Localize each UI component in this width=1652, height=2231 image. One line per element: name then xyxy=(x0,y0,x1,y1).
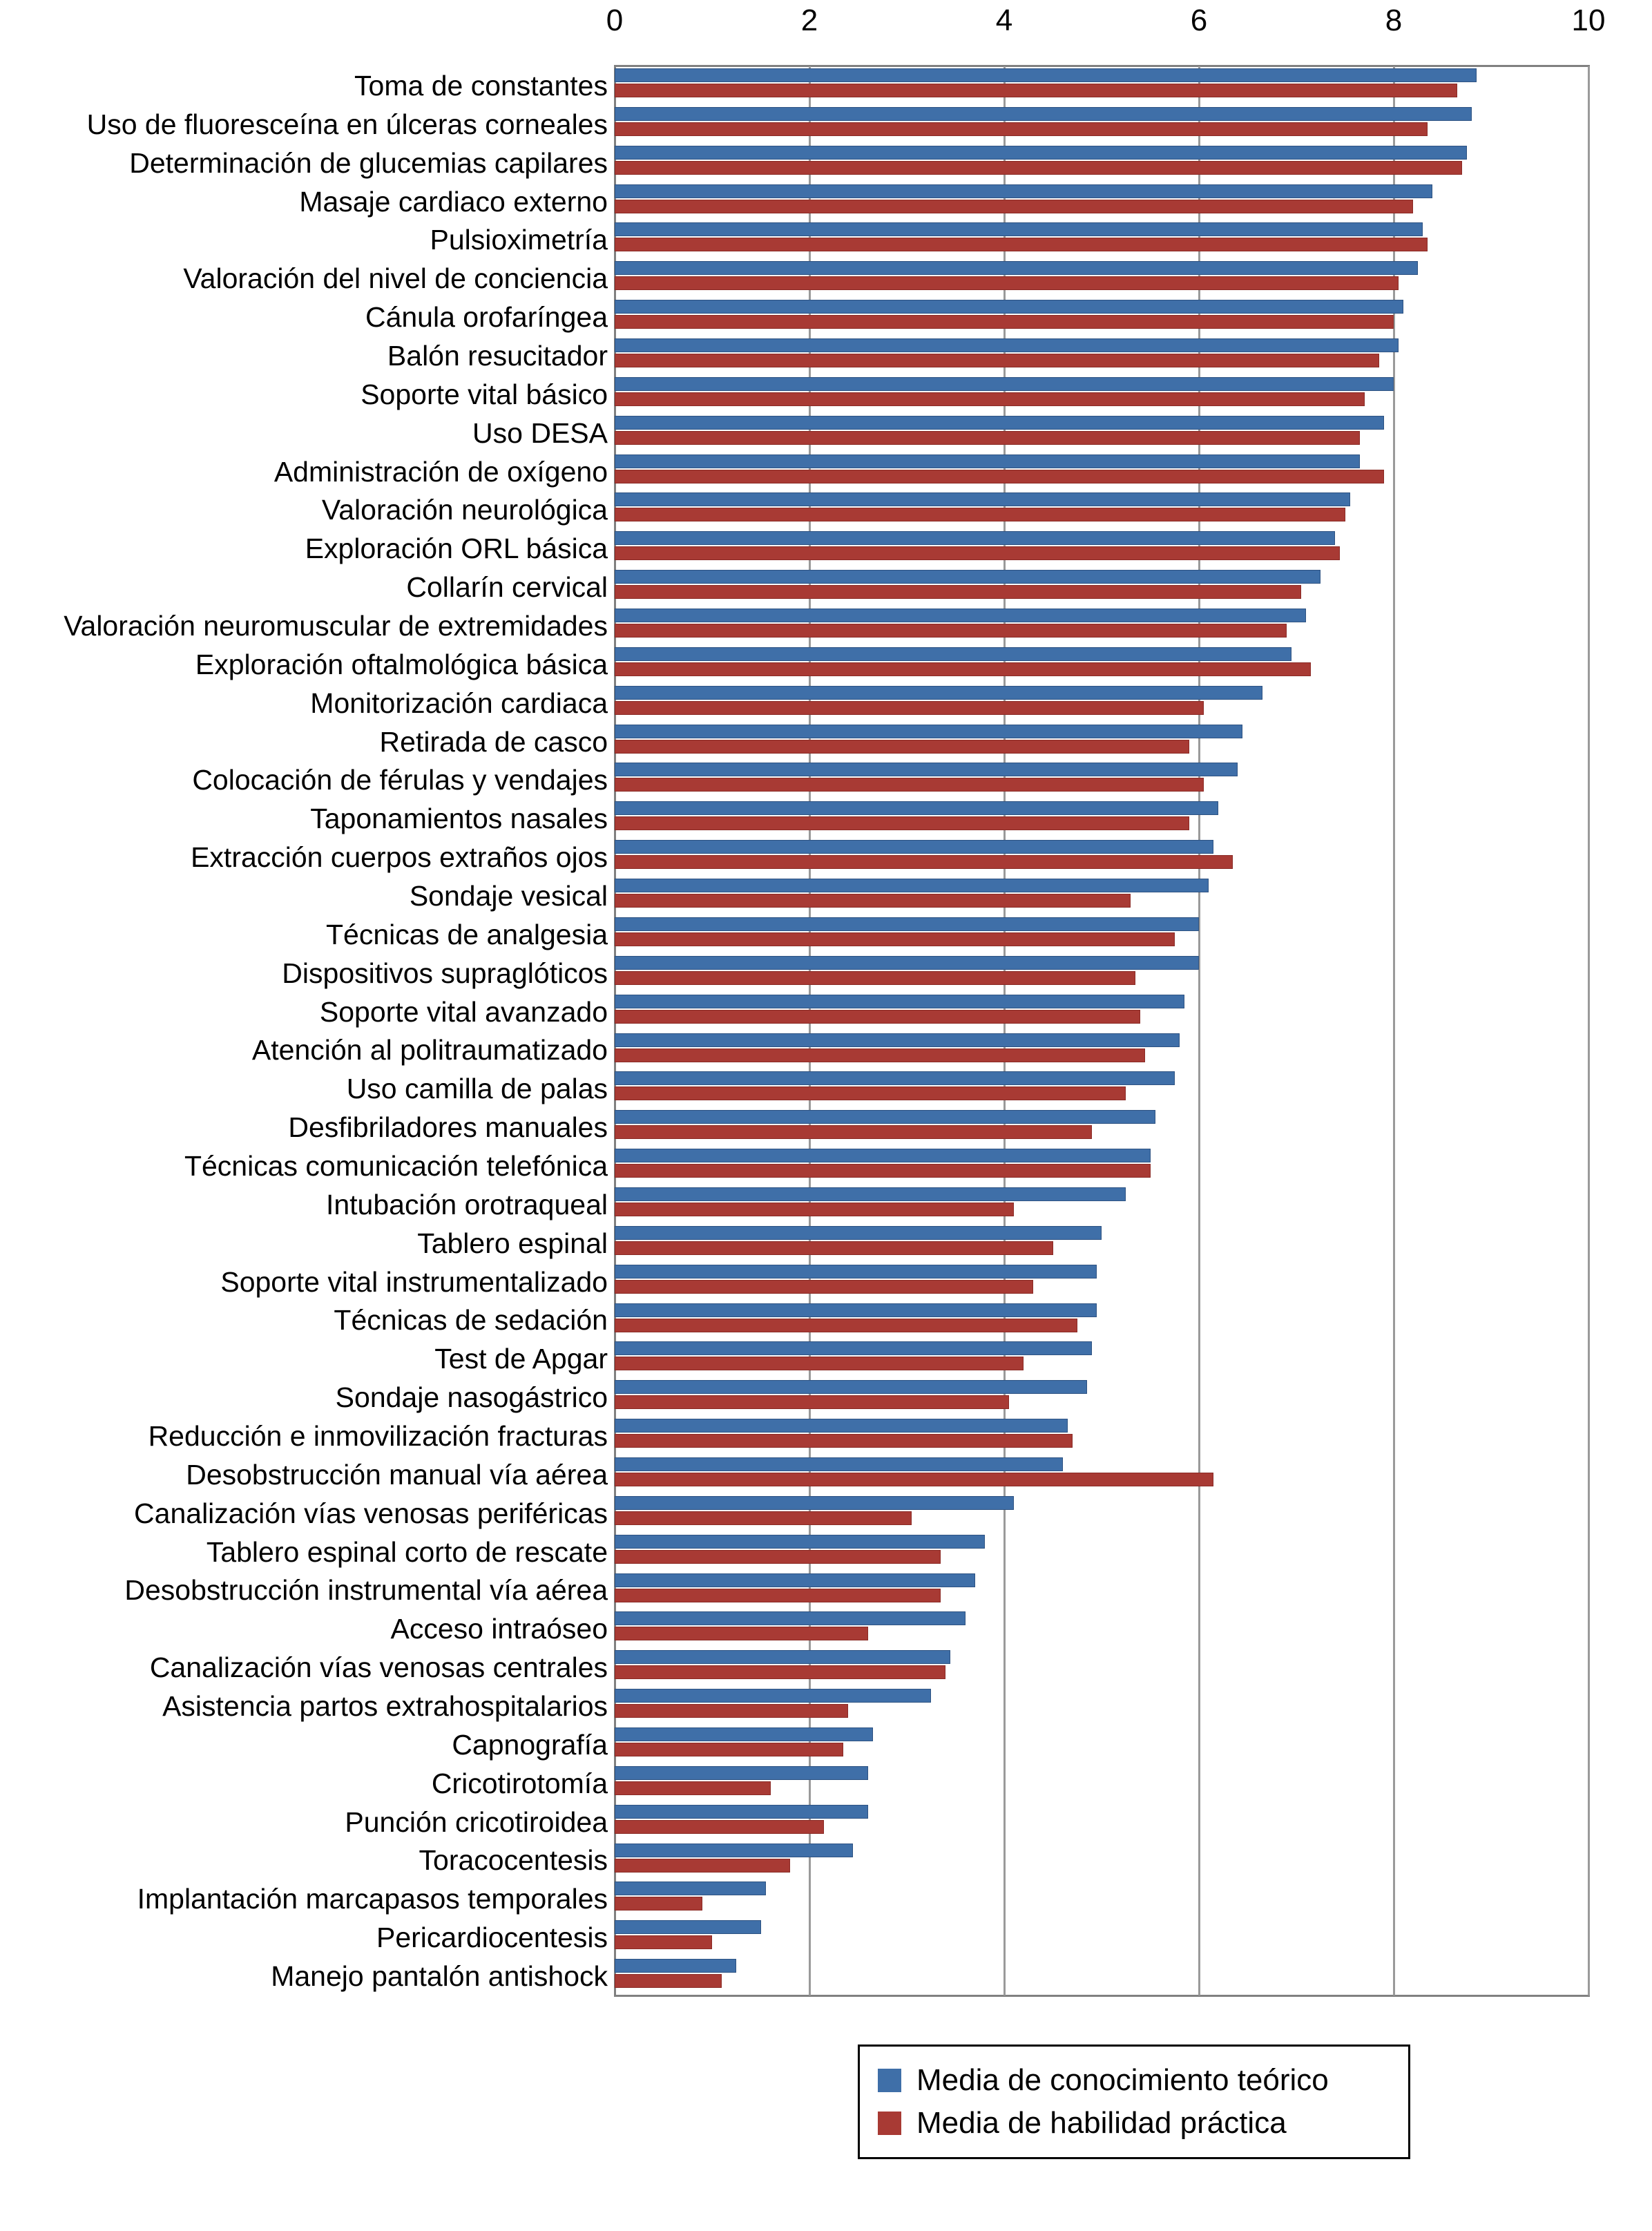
bar-theory xyxy=(615,222,1423,236)
legend-label-theory: Media de conocimiento teórico xyxy=(916,2063,1329,2097)
bar-practice xyxy=(615,122,1428,136)
bar-theory xyxy=(615,956,1199,970)
bar-group xyxy=(615,1069,1588,1108)
bar-practice xyxy=(615,778,1204,792)
bar-group xyxy=(615,799,1588,838)
category-label: Punción cricotiroidea xyxy=(345,1806,608,1838)
bar-practice xyxy=(615,624,1287,638)
bar-theory xyxy=(615,454,1360,468)
category-label: Test de Apgar xyxy=(434,1343,608,1375)
bar-practice xyxy=(615,84,1457,97)
bar-theory xyxy=(615,570,1320,584)
bar-practice xyxy=(615,1086,1126,1100)
bar-theory xyxy=(615,300,1403,314)
bar-group xyxy=(615,452,1588,491)
bar-practice xyxy=(615,1974,722,1988)
bar-practice xyxy=(615,315,1394,329)
category-label: Dispositivos supraglóticos xyxy=(282,957,608,989)
bar-practice xyxy=(615,585,1301,599)
bar-practice xyxy=(615,470,1384,483)
bar-theory xyxy=(615,917,1199,931)
legend-item-theory xyxy=(878,2059,1390,2102)
bar-practice xyxy=(615,816,1189,830)
bar-group xyxy=(615,1224,1588,1263)
category-label: Acceso intraóseo xyxy=(390,1613,608,1645)
legend xyxy=(858,2045,1410,2159)
bar-theory xyxy=(615,338,1399,352)
bar-theory xyxy=(615,1265,1097,1279)
x-tick-label: 8 xyxy=(1385,3,1403,37)
bar-group xyxy=(615,1725,1588,1764)
x-tick-label: 0 xyxy=(606,3,624,37)
bar-theory xyxy=(615,1149,1151,1162)
category-label: Desobstrucción manual vía aérea xyxy=(186,1458,608,1491)
bar-group xyxy=(615,336,1588,375)
x-tick-label: 6 xyxy=(1190,3,1208,37)
bar-practice xyxy=(615,1859,790,1873)
bar-practice xyxy=(615,1704,848,1718)
bar-theory xyxy=(615,840,1213,854)
bar-practice xyxy=(615,392,1365,406)
x-tick-label: 10 xyxy=(1571,3,1606,37)
bar-theory xyxy=(615,1844,853,1857)
category-label: Intubación orotraqueal xyxy=(325,1188,608,1220)
bar-practice xyxy=(615,354,1379,367)
bar-theory xyxy=(615,1303,1097,1317)
category-label: Colocación de férulas y vendajes xyxy=(192,764,608,796)
category-label: Uso camilla de palas xyxy=(346,1073,608,1105)
category-label: Taponamientos nasales xyxy=(310,803,608,835)
bar-theory xyxy=(615,1226,1102,1240)
bar-theory xyxy=(615,1611,966,1625)
x-tick-label: 4 xyxy=(995,3,1013,37)
bar-theory xyxy=(615,647,1291,661)
bar-group xyxy=(615,1879,1588,1918)
bar-group xyxy=(615,66,1588,105)
category-label: Collarín cervical xyxy=(406,571,608,604)
bar-group xyxy=(615,877,1588,915)
category-label: Reducción e inmovilización fracturas xyxy=(148,1420,608,1453)
category-label: Manejo pantalón antishock xyxy=(271,1960,608,1993)
bar-theory xyxy=(615,1805,868,1819)
category-label: Valoración neuromuscular de extremidades xyxy=(64,609,608,642)
bar-practice xyxy=(615,971,1135,985)
bar-group xyxy=(615,1455,1588,1494)
bar-theory xyxy=(615,609,1306,622)
bar-theory xyxy=(615,1187,1126,1201)
bar-theory xyxy=(615,1650,950,1664)
bar-practice xyxy=(615,894,1131,908)
category-label: Sondaje nasogástrico xyxy=(335,1381,608,1414)
bar-group xyxy=(615,1494,1588,1533)
bar-practice xyxy=(615,1820,824,1834)
category-label: Toracocentesis xyxy=(419,1844,608,1877)
category-label: Cánula orofaríngea xyxy=(365,301,608,334)
category-label: Desfibriladores manuales xyxy=(288,1111,608,1144)
bar-group xyxy=(615,1571,1588,1610)
bar-group xyxy=(615,760,1588,799)
bar-group xyxy=(615,1301,1588,1340)
bar-practice xyxy=(615,546,1340,560)
category-label: Sondaje vesical xyxy=(409,879,608,912)
bar-theory xyxy=(615,1496,1014,1510)
bar-practice xyxy=(615,1935,712,1949)
category-label: Técnicas de sedación xyxy=(334,1304,608,1337)
bar-theory xyxy=(615,261,1418,275)
category-label: Valoración neurológica xyxy=(321,494,608,526)
bar-practice xyxy=(615,1357,1024,1370)
legend-label-practice: Media de habilidad práctica xyxy=(916,2106,1287,2140)
bar-practice xyxy=(615,1511,912,1525)
category-label: Canalización vías venosas periféricas xyxy=(134,1497,608,1529)
bar-group xyxy=(615,490,1588,529)
category-label: Exploración oftalmológica básica xyxy=(195,648,608,680)
bar-group xyxy=(615,1533,1588,1571)
bar-group xyxy=(615,259,1588,298)
bar-group xyxy=(615,220,1588,259)
category-label: Retirada de casco xyxy=(379,725,608,758)
bar-theory xyxy=(615,763,1238,776)
bar-practice xyxy=(615,431,1360,445)
bar-practice xyxy=(615,238,1428,251)
bar-theory xyxy=(615,1341,1092,1355)
bar-group xyxy=(615,722,1588,761)
x-tick-label: 2 xyxy=(800,3,818,37)
category-label: Monitorización cardiaca xyxy=(310,687,608,719)
bar-group xyxy=(615,1185,1588,1224)
bar-group xyxy=(615,1841,1588,1880)
category-label: Tablero espinal xyxy=(417,1227,608,1259)
category-label: Técnicas de analgesia xyxy=(326,918,608,950)
bar-group xyxy=(615,1687,1588,1725)
bar-group xyxy=(615,606,1588,645)
bar-group xyxy=(615,414,1588,452)
category-label: Asistencia partos extrahospitalarios xyxy=(162,1690,608,1723)
bar-theory xyxy=(615,146,1467,160)
category-label: Capnografía xyxy=(452,1728,608,1761)
bar-theory xyxy=(615,107,1472,121)
bar-group xyxy=(615,993,1588,1031)
bar-practice xyxy=(615,1665,945,1679)
bar-theory xyxy=(615,416,1384,430)
category-label: Toma de constantes xyxy=(354,69,608,102)
bar-theory xyxy=(615,1573,975,1587)
category-label: Extracción cuerpos extraños ojos xyxy=(191,841,608,874)
bar-practice xyxy=(615,1164,1151,1178)
bar-group xyxy=(615,1648,1588,1687)
bar-theory xyxy=(615,531,1335,545)
bar-theory xyxy=(615,1689,931,1703)
bar-practice xyxy=(615,932,1175,946)
bar-practice xyxy=(615,662,1311,676)
bar-group xyxy=(615,529,1588,568)
bar-group xyxy=(615,1108,1588,1147)
bar-theory xyxy=(615,1881,766,1895)
category-label: Administración de oxígeno xyxy=(273,455,608,488)
bar-group xyxy=(615,1147,1588,1185)
bar-practice xyxy=(615,1395,1009,1409)
bar-group xyxy=(615,144,1588,182)
bar-practice xyxy=(615,161,1462,175)
bar-practice xyxy=(615,1781,771,1795)
bar-group xyxy=(615,1378,1588,1417)
bar-group xyxy=(615,684,1588,722)
bar-group xyxy=(615,1339,1588,1378)
bar-theory xyxy=(615,1110,1155,1124)
bar-theory xyxy=(615,68,1477,82)
bar-theory xyxy=(615,1033,1180,1047)
bar-practice xyxy=(615,1319,1077,1332)
bar-group xyxy=(615,915,1588,954)
bar-theory xyxy=(615,995,1184,1008)
x-axis-top xyxy=(606,0,1606,66)
bar-practice xyxy=(615,1241,1053,1255)
legend-item-practice xyxy=(878,2102,1390,2145)
plot-area xyxy=(615,66,1588,1995)
bar-group xyxy=(615,105,1588,144)
bar-theory xyxy=(615,1727,873,1741)
category-label: Exploración ORL básica xyxy=(305,533,608,565)
bar-practice xyxy=(615,1473,1213,1486)
bar-theory xyxy=(615,879,1209,892)
bar-theory xyxy=(615,1071,1175,1085)
bar-group xyxy=(615,1417,1588,1455)
legend-swatch-theory xyxy=(878,2069,901,2092)
bar-theory xyxy=(615,1419,1068,1433)
bar-practice xyxy=(615,1743,843,1756)
bar-practice xyxy=(615,855,1233,869)
bar-group xyxy=(615,568,1588,606)
category-label: Soporte vital instrumentalizado xyxy=(220,1265,608,1298)
bar-group xyxy=(615,1031,1588,1070)
category-label: Soporte vital avanzado xyxy=(319,995,608,1028)
bar-group xyxy=(615,1263,1588,1301)
bar-practice xyxy=(615,1010,1140,1024)
bar-group xyxy=(615,182,1588,221)
bar-group xyxy=(615,1803,1588,1841)
category-label: Balón resucitador xyxy=(387,339,608,372)
bar-theory xyxy=(615,1380,1087,1394)
bar-theory xyxy=(615,1959,736,1973)
bar-practice xyxy=(615,1125,1092,1139)
bar-group xyxy=(615,954,1588,993)
bar-practice xyxy=(615,1049,1145,1062)
category-label: Soporte vital básico xyxy=(361,378,608,410)
category-label: Implantación marcapasos temporales xyxy=(137,1883,608,1915)
bar-theory xyxy=(615,686,1262,700)
bar-theory xyxy=(615,492,1350,506)
category-label: Tablero espinal corto de rescate xyxy=(206,1535,608,1568)
bar-practice xyxy=(615,1897,702,1911)
category-label: Técnicas comunicación telefónica xyxy=(184,1150,608,1182)
bar-theory xyxy=(615,1457,1063,1471)
category-label: Determinación de glucemias capilares xyxy=(129,146,608,179)
bar-group xyxy=(615,1957,1588,1995)
bar-practice xyxy=(615,1203,1014,1216)
category-label: Atención al politraumatizado xyxy=(251,1034,608,1066)
bar-practice xyxy=(615,1280,1033,1294)
bar-group xyxy=(615,645,1588,684)
legend-swatch-practice xyxy=(878,2112,901,2135)
bar-group xyxy=(615,1764,1588,1803)
bar-theory xyxy=(615,801,1218,815)
bar-practice xyxy=(615,276,1399,290)
bar-practice xyxy=(615,1550,941,1564)
bar-group xyxy=(615,1918,1588,1957)
bar-theory xyxy=(615,1535,985,1549)
category-label: Valoración del nivel de conciencia xyxy=(183,262,608,295)
bar-group xyxy=(615,298,1588,336)
category-label: Masaje cardiaco externo xyxy=(299,185,608,218)
category-label: Pulsioximetría xyxy=(430,224,608,256)
bar-theory xyxy=(615,1766,868,1780)
category-label: Uso de fluoresceína en úlceras corneales xyxy=(86,108,608,140)
bar-theory xyxy=(615,184,1432,198)
bar-practice xyxy=(615,701,1204,715)
bar-theory xyxy=(615,725,1242,738)
bar-group xyxy=(615,1609,1588,1648)
bar-practice xyxy=(615,1589,941,1602)
category-label: Desobstrucción instrumental vía aérea xyxy=(124,1574,608,1607)
bar-group xyxy=(615,838,1588,877)
category-label: Pericardiocentesis xyxy=(376,1922,608,1954)
bar-practice xyxy=(615,508,1345,521)
bar-group xyxy=(615,375,1588,414)
category-label: Cricotirotomía xyxy=(431,1767,608,1799)
category-label: Uso DESA xyxy=(472,416,608,449)
bar-practice xyxy=(615,1434,1073,1448)
category-label: Canalización vías venosas centrales xyxy=(149,1651,608,1684)
bar-practice xyxy=(615,1627,868,1640)
bar-theory xyxy=(615,377,1394,391)
bar-theory xyxy=(615,1920,761,1934)
bar-practice xyxy=(615,740,1189,754)
bar-practice xyxy=(615,200,1413,213)
